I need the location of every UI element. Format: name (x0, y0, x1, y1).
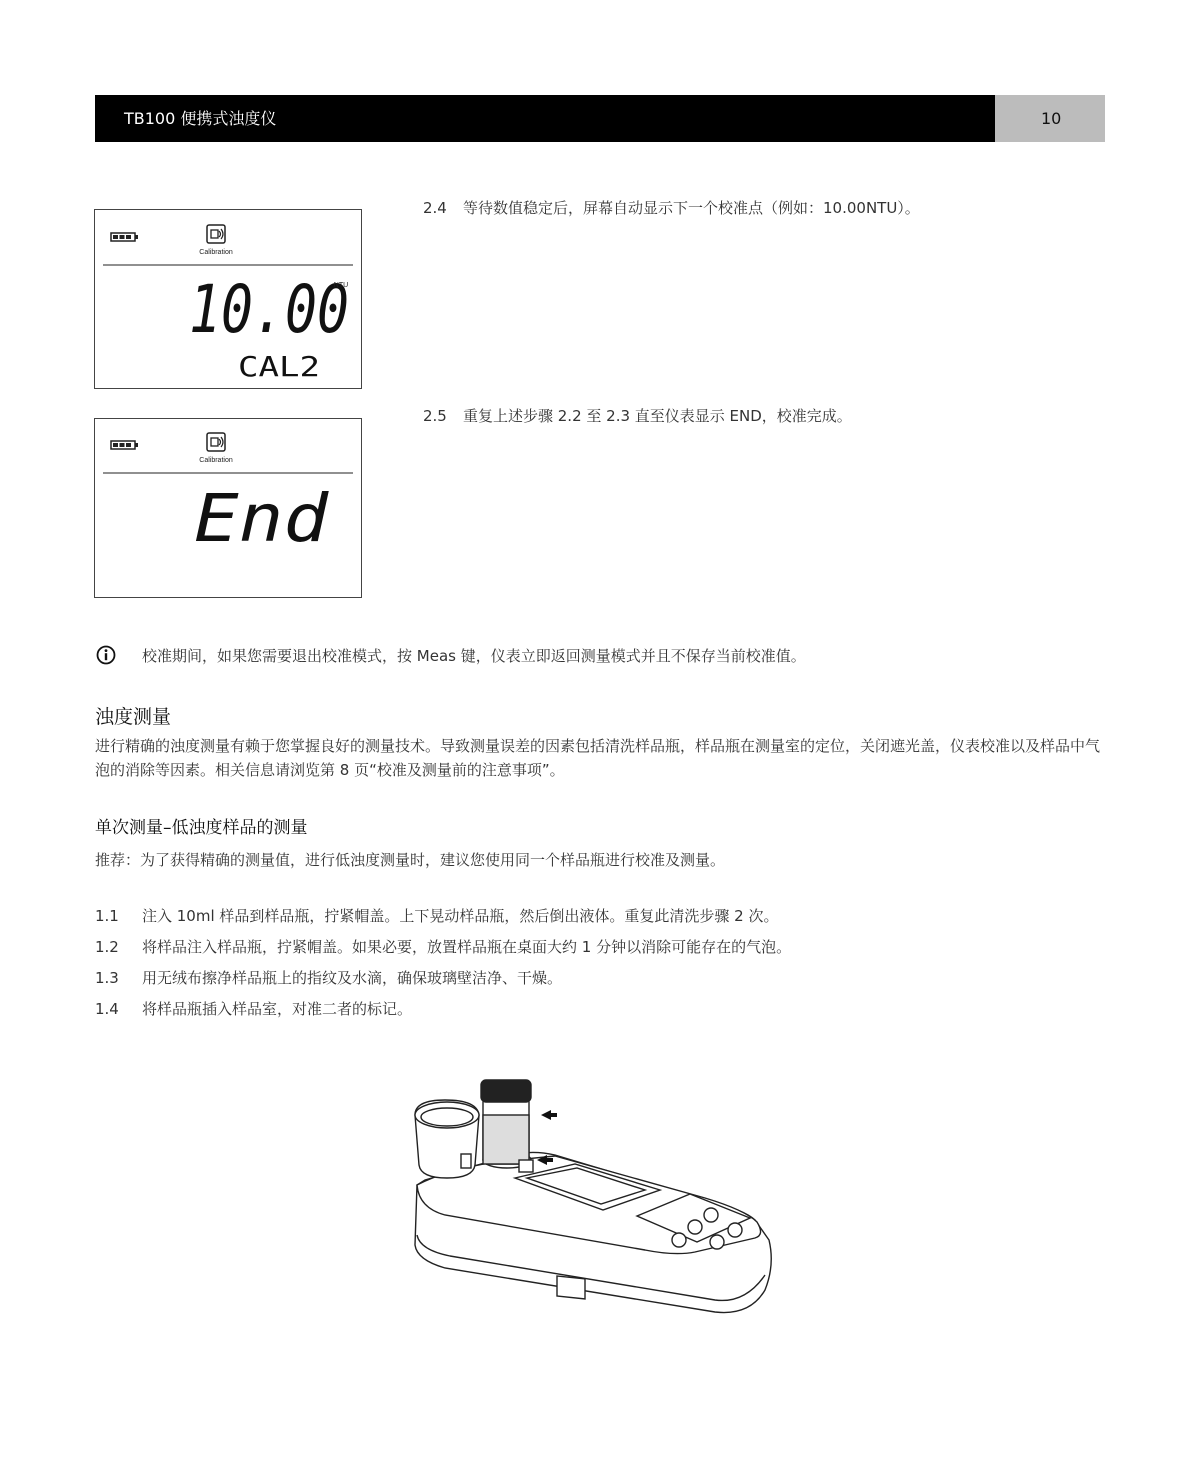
turbidimeter-illustration (405, 1070, 785, 1320)
section-heading-single-measurement: 单次测量–低浊度样品的测量 (95, 818, 308, 838)
list-item-text: 用无绒布擦净样品瓶上的指纹及水滴，确保玻璃壁洁净、干燥。 (142, 969, 563, 987)
list-item-number: 1.4 (95, 1000, 119, 1018)
step-number: 2.5 (423, 407, 447, 425)
calibration-icon (207, 433, 225, 451)
list-item-number: 1.2 (95, 938, 119, 956)
step-number: 2.4 (423, 199, 447, 217)
list-item-text: 注入 10ml 样品到样品瓶，拧紧帽盖。上下晃动样品瓶，然后倒出液体。重复此清洗步骤 2 次。 (142, 907, 779, 925)
step-text: 等待数值稳定后，屏幕自动显示下一个校准点（例如：10.00NTU）。 (463, 199, 920, 217)
list-item (95, 936, 791, 958)
lcd-screen-cal2 (94, 209, 362, 389)
lcd-sub-reading: CAL2 (238, 350, 320, 383)
lcd-reading: 10.00 (189, 271, 349, 348)
lcd-screen-end (94, 418, 362, 598)
list-item-number: 1.1 (95, 907, 119, 925)
info-circle-icon (96, 645, 116, 665)
document-title: TB100 便携式浊度仪 (124, 109, 277, 128)
calibration-label: Calibration (199, 249, 233, 256)
calibration-icon (207, 225, 225, 243)
list-item (95, 905, 779, 927)
list-item (95, 998, 412, 1020)
recommendation-text: 推荐：为了获得精确的测量值，进行低浊度测量时，建议您使用同一个样品瓶进行校准及测量。 (95, 851, 726, 869)
section-heading-turbidity: 浊度测量 (95, 706, 172, 728)
battery-icon (111, 233, 138, 241)
calibration-label: Calibration (199, 457, 233, 464)
list-item-number: 1.3 (95, 969, 119, 987)
step-text: 重复上述步骤 2.2 至 2.3 直至仪表显示 END，校准完成。 (463, 407, 852, 425)
ntu-unit-label: NTU (333, 282, 349, 289)
battery-icon (111, 441, 138, 449)
list-item-text: 将样品注入样品瓶，拧紧帽盖。如果必要，放置样品瓶在桌面大约 1 分钟以消除可能存在的气泡。 (142, 938, 792, 956)
calibration-note: 校准期间，如果您需要退出校准模式，按 Meas 键，仪表立即返回测量模式并且不保存当前校准值。 (142, 647, 806, 665)
page-number: 10 (1041, 109, 1062, 128)
turbidity-paragraph: 进行精确的浊度测量有赖于您掌握良好的测量技术。导致测量误差的因素包括清洗样品瓶，样品瓶在测量室的定位，关闭遮光盖，仪表校准以及样品中气泡的消除等因素。相关信息请浏览第 8 页“校准及测量前的注意事项”。 (95, 737, 1101, 779)
list-item-text: 将样品瓶插入样品室，对准二者的标记。 (142, 1000, 413, 1018)
list-item (95, 967, 562, 989)
lcd-reading: End (194, 480, 330, 557)
